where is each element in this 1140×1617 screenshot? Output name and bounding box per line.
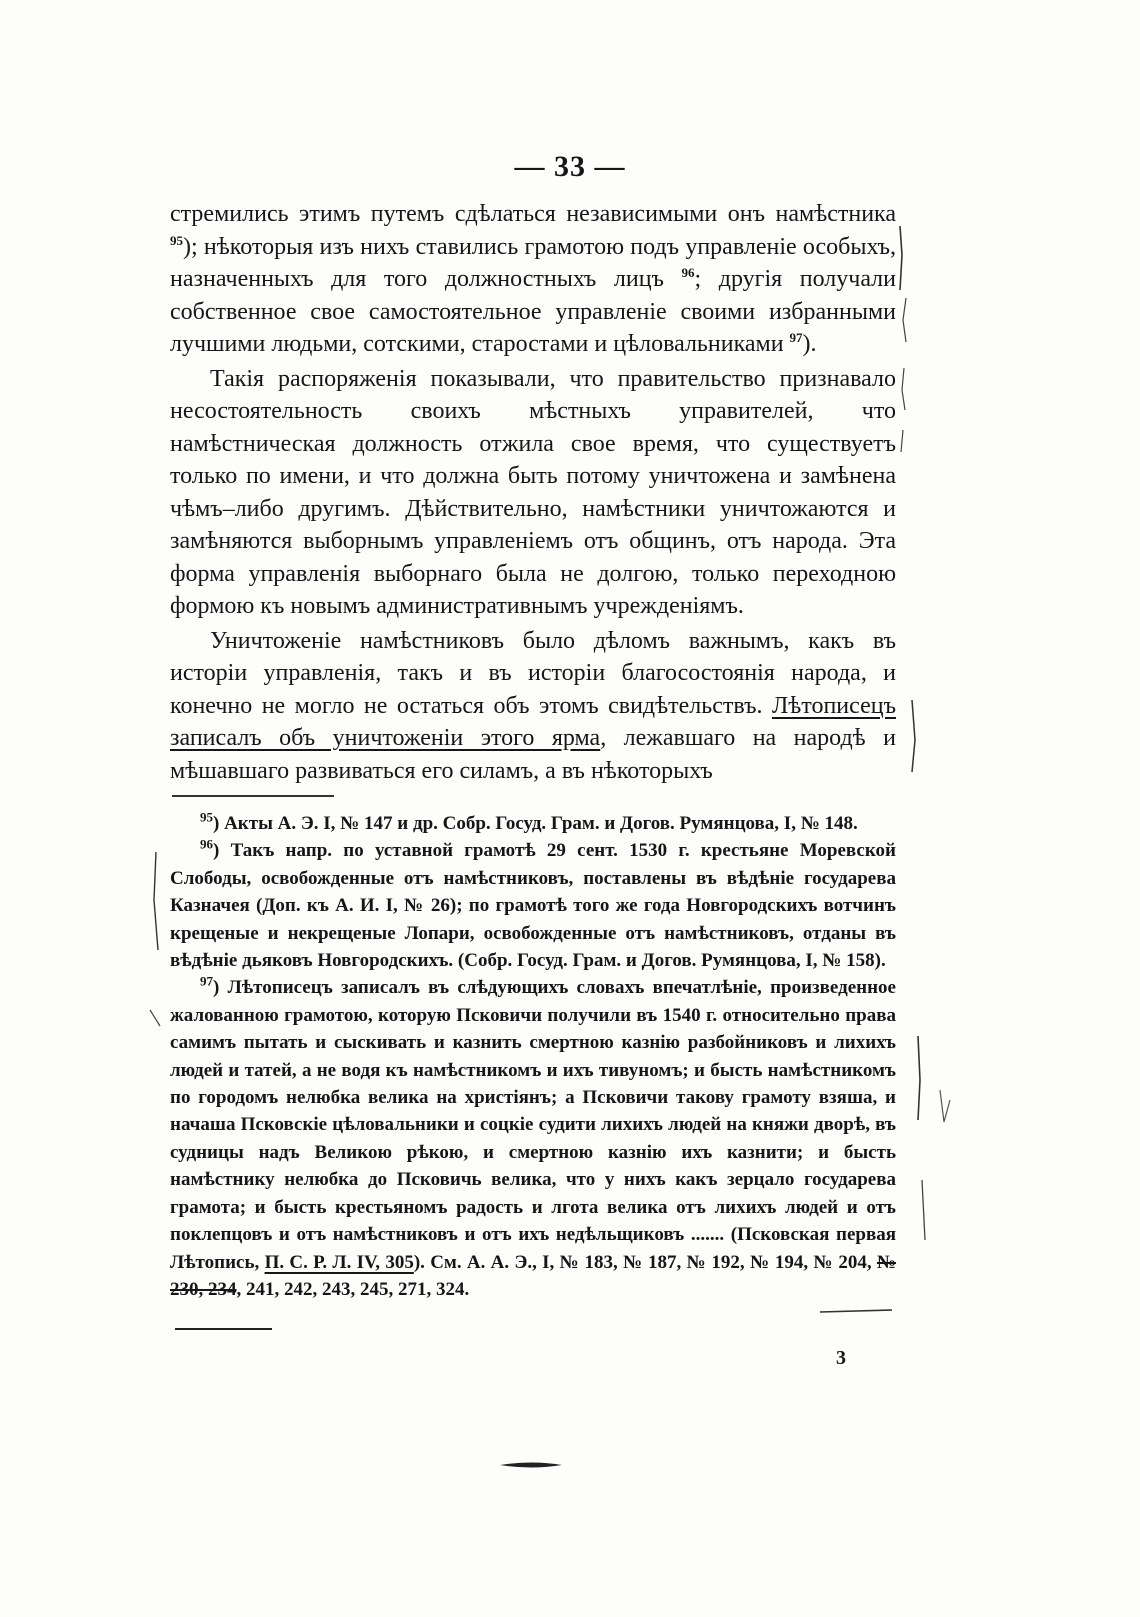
paragraph-2: Такія распоряженія показывали, что правительство признавало несостоятельность своихъ мѣстныхъ управителей, что намѣстническая должность отжила свое время, что существуетъ только по имени, и что должна быть потому уничтожена и замѣнена чѣмъ–либо другимъ. Дѣйствительно, намѣстники уничтожаются и замѣняются выборнымъ управленіемъ отъ общинъ, отъ народа. Эта форма управленія выборнаго была не долгою, только переходною формою къ новымъ административнымъ учрежденіямъ. bbox=[170, 365, 896, 619]
footnote-ref-95[interactable]: 95 bbox=[170, 232, 183, 248]
paragraph-3-text: Уничтоженіе намѣстниковъ было дѣломъ важнымъ, какъ въ исторіи управленія, такъ и въ исторіи благосостоянія народа, и конечно не могло не остаться объ этомъ свидѣтельствъ. bbox=[170, 627, 896, 719]
footnote-95-text: ) Акты А. Э. I, № 147 и др. Собр. Госуд. Грам. и Догов. Румянцова, I, № 148. bbox=[213, 813, 858, 834]
footnote-97 bbox=[170, 974, 896, 1303]
footnote-97-text-c: ). См. А. А. Э., I, № 183, № 187, № 192, № 194, № 204, bbox=[413, 1251, 872, 1273]
footnote-96 bbox=[170, 837, 896, 974]
tailpiece-ornament-shape bbox=[500, 1463, 562, 1468]
pencil-underline-end bbox=[820, 1310, 892, 1312]
footnote-97-text: ) Лѣтописецъ записалъ въ слѣдующихъ словахъ впечатлѣніе, произведенное жалованною грамотою, которую Псковичи получили въ 1540 г. относительно права самимъ пытать и сыскивать и казнить смертною казнію разбойниковъ и лихихъ людей и татей, а не водя къ намѣстникомъ и ихъ тивуномъ; и бысть намѣстникомъ по городомъ нелюбка велика на христіянъ; а Псковичи такову грамоту взяша, и начаша Псковскіе цѣловальники и соцкіе судити лихихъ людей на княжи дворѣ, въ судницы надъ Великою рѣкою, и смертною казнію ихъ казнити; и бысть намѣстнику нелюбка до Псковичь велика, что у нихъ какъ зерцало государева грамота; и бысть крестьяномъ радость и лгота велика отъ лихихъ людей и отъ поклепцовъ и отъ намѣстниковъ и отъ ихъ недѣльщиковъ ....... (Псковская первая Лѣтопись, bbox=[170, 977, 896, 1273]
footnote-96-text: ) Такъ напр. по уставной грамотѣ 29 сент. 1530 г. крестьяне Моревской Слободы, освобожденные отъ намѣстниковъ, поставлены въ вѣдѣніе государева Казначея (Доп. къ А. И. I, № 26); по грамотѣ того же года Новгородскихъ вотчинъ крещеные и некрещеные Лопари, освобожденные отъ намѣстниковъ, отданы въ вѣдѣніе дьяковъ Новгородскихъ. (Собр. Госуд. Грам. и Догов. Румянцова, I, № 158). bbox=[170, 840, 896, 972]
printer-signature-mark: 3 bbox=[836, 1347, 846, 1369]
pencil-margin-line-6 bbox=[154, 852, 158, 950]
main-text bbox=[170, 198, 896, 787]
footnote-95 bbox=[170, 810, 896, 837]
pencil-margin-tick bbox=[150, 1010, 160, 1026]
pencil-margin-line-5 bbox=[912, 700, 915, 772]
pencil-margin-line-3 bbox=[902, 368, 905, 410]
footnote-96-number: 96 bbox=[200, 837, 213, 853]
footnote-95-number: 95 bbox=[200, 809, 213, 825]
paragraph-1-text-b: ); нѣкоторыя изъ нихъ ставились грамотою подъ управленіе особыхъ, назначенныхъ для того должностныхъ лицъ bbox=[170, 233, 896, 292]
footnote-97-underlined-citation: П. С. Р. Л. IV, 305 bbox=[264, 1251, 414, 1273]
pencil-margin-line-2 bbox=[903, 298, 906, 342]
pencil-margin-line-7 bbox=[918, 1036, 920, 1120]
pencil-margin-line-1 bbox=[900, 226, 902, 290]
tailpiece-ornament bbox=[498, 1460, 564, 1470]
pencil-margin-line-8 bbox=[922, 1180, 925, 1240]
paragraph-3-text-c: , лежавшаго на народѣ и мѣшавшаго развиваться его силамъ, а въ нѣкоторыхъ bbox=[170, 725, 896, 784]
footnote-divider bbox=[172, 795, 334, 797]
paragraph-3 bbox=[170, 625, 896, 788]
footnote-ref-97[interactable]: 97 bbox=[789, 330, 803, 345]
footnote-97-number: 97 bbox=[200, 974, 213, 990]
footnotes bbox=[170, 810, 896, 1303]
footnote-ref-96[interactable]: 96 bbox=[681, 265, 695, 280]
paragraph-1 bbox=[170, 198, 896, 361]
handwritten-underline-passage: Лѣтописецъ записалъ объ уничтоженіи этого ярма bbox=[170, 692, 897, 751]
footnote-97-text-e: , 241, 242, 243, 245, 271, 324. bbox=[236, 1278, 470, 1300]
paragraph-1-text-d: ). bbox=[802, 331, 817, 357]
footnote-97-struck-citation: № 230, 234 bbox=[170, 1251, 896, 1300]
paragraph-1-text: стремились этимъ путемъ сдѣлаться независимыми онъ намѣстника bbox=[170, 201, 896, 227]
pencil-margin-line-4 bbox=[901, 430, 903, 452]
pencil-margin-scribble bbox=[940, 1090, 950, 1122]
paragraph-1-text-c: ; другія получали собственное свое самостоятельное управленіе своими избранными лучшими людьми, сотскими, старостами и цѣловальниками bbox=[170, 266, 897, 357]
page-number: — 33 — bbox=[514, 150, 626, 183]
